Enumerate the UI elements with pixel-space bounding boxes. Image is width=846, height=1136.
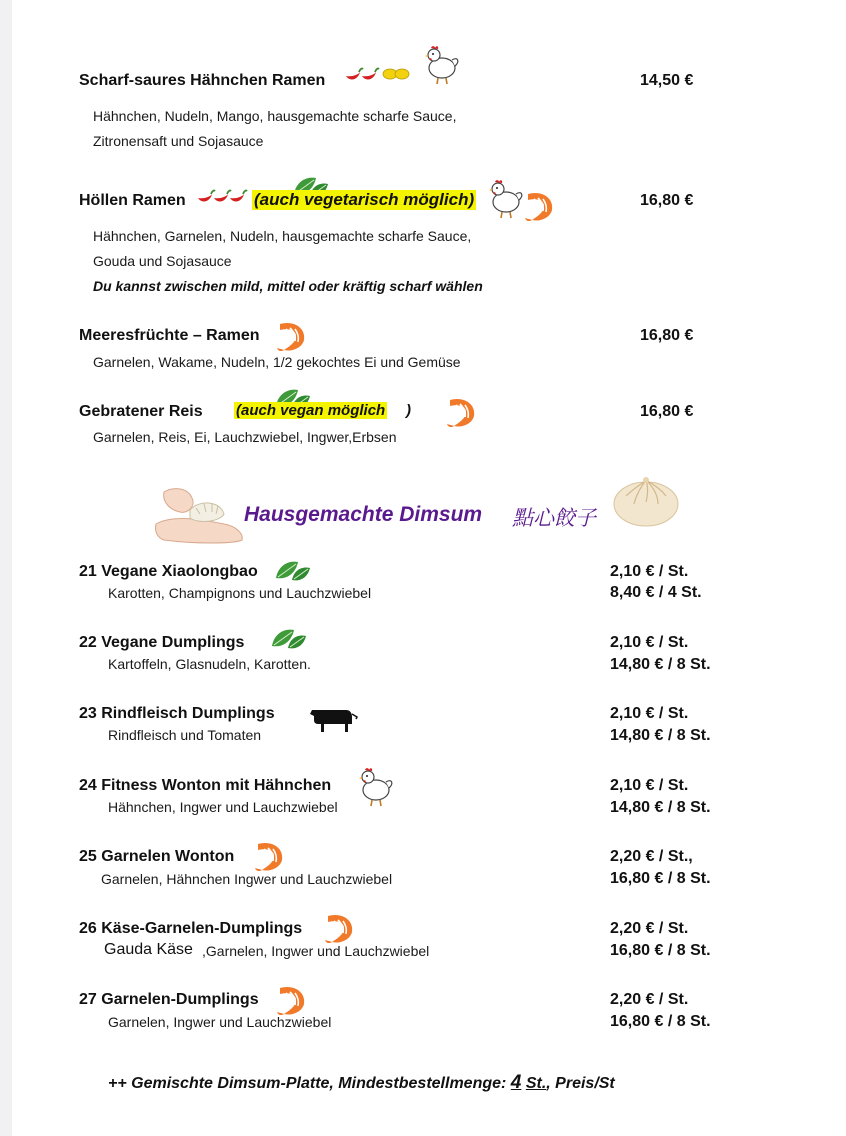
spice-note: Du kannst zwischen mild, mittel oder kräftig scharf wählen xyxy=(93,278,483,294)
platter-note-text: ++ Gemischte Dimsum-Platte, Mindestbestellmenge: xyxy=(108,1075,507,1092)
chili-icon xyxy=(196,186,250,206)
dish-title: Meeresfrüchte – Ramen xyxy=(79,327,260,344)
vegetarian-note: (auch vegetarisch möglich) xyxy=(254,190,475,209)
price-per-piece: 2,10 € / St. xyxy=(610,705,689,722)
chili-icon xyxy=(344,64,420,84)
price-portion: 8,40 € / 4 St. xyxy=(610,584,702,601)
section-title: Hausgemachte Dimsum xyxy=(244,503,483,526)
vegan-note: (auch vegan möglich xyxy=(236,402,386,419)
dish-price: 16,80 € xyxy=(640,327,694,344)
dimsum-title: 25 Garnelen Wonton xyxy=(79,848,235,865)
platter-unit: St. xyxy=(525,1075,547,1092)
dimsum-title: 21 Vegane Xiaolongbao xyxy=(79,563,258,580)
bao-icon xyxy=(612,470,680,528)
dimsum-description: Garnelen, Hähnchen Ingwer und Lauchzwiebel xyxy=(101,871,393,887)
dimsum-description: ,Garnelen, Ingwer und Lauchzwiebel xyxy=(202,943,430,959)
price-per-piece: 2,20 € / St., xyxy=(610,848,693,865)
dish-title: Scharf-saures Hähnchen Ramen xyxy=(79,72,326,89)
chicken-icon xyxy=(424,44,464,88)
platter-min-qty: 4 xyxy=(510,1072,522,1093)
section-title-chinese: 點心餃子 xyxy=(512,506,596,530)
shrimp-icon xyxy=(324,912,356,946)
dimsum-title: 22 Vegane Dumplings xyxy=(79,634,245,651)
price-per-piece: 2,20 € / St. xyxy=(610,991,689,1008)
dish-price: 16,80 € xyxy=(640,403,694,420)
shrimp-icon xyxy=(276,320,308,354)
shrimp-icon xyxy=(524,190,556,224)
vegan-note-close: ) xyxy=(406,402,411,419)
dish-description: Zitronensaft und Sojasauce xyxy=(93,133,264,149)
dish-title: Höllen Ramen xyxy=(79,192,186,209)
dimsum-description: Rindfleisch und Tomaten xyxy=(108,727,262,743)
dimsum-title: 24 Fitness Wonton mit Hähnchen xyxy=(79,777,332,794)
price-per-piece: 2,10 € / St. xyxy=(610,777,689,794)
platter-price-note: , Preis/St xyxy=(546,1075,615,1092)
leaf-icon xyxy=(270,626,310,652)
platter-note xyxy=(108,1072,615,1094)
dimsum-title: 27 Garnelen-Dumplings xyxy=(79,991,259,1008)
price-portion: 16,80 € / 8 St. xyxy=(610,942,711,959)
cow-icon xyxy=(310,704,360,738)
dimsum-description: Kartoffeln, Glasnudeln, Karotten. xyxy=(108,656,311,672)
dish-description: Gouda und Sojasauce xyxy=(93,253,232,269)
dimsum-title: 26 Käse-Garnelen-Dumplings xyxy=(79,920,303,937)
leaf-icon xyxy=(274,558,314,584)
dish-price: 14,50 € xyxy=(640,72,694,89)
dish-description: Garnelen, Wakame, Nudeln, 1/2 gekochtes Ei und Gemüse xyxy=(93,354,461,370)
price-portion: 16,80 € / 8 St. xyxy=(610,870,711,887)
dimsum-description: Hähnchen, Ingwer und Lauchzwiebel xyxy=(108,799,338,815)
price-per-piece: 2,10 € / St. xyxy=(610,563,689,580)
shrimp-icon xyxy=(254,840,286,874)
chicken-icon xyxy=(358,766,398,810)
price-portion: 14,80 € / 8 St. xyxy=(610,727,711,744)
dish-description: Hähnchen, Nudeln, Mango, hausgemachte scharfe Sauce, xyxy=(93,108,457,124)
price-per-piece: 2,20 € / St. xyxy=(610,920,689,937)
hand-dumpling-icon xyxy=(154,484,246,546)
dimsum-title: 23 Rindfleisch Dumplings xyxy=(79,705,275,722)
price-portion: 16,80 € / 8 St. xyxy=(610,1013,711,1030)
shrimp-icon xyxy=(446,396,478,430)
price-portion: 14,80 € / 8 St. xyxy=(610,656,711,673)
dimsum-description: Karotten, Champignons und Lauchzwiebel xyxy=(108,585,372,601)
price-portion: 14,80 € / 8 St. xyxy=(610,799,711,816)
dimsum-description: Garnelen, Ingwer und Lauchzwiebel xyxy=(108,1014,332,1030)
shrimp-icon xyxy=(276,984,308,1018)
dish-description: Garnelen, Reis, Ei, Lauchzwiebel, Ingwer,Erbsen xyxy=(93,429,397,445)
dimsum-description-cheese: Gauda Käse xyxy=(104,941,193,958)
dish-price: 16,80 € xyxy=(640,192,694,209)
menu-page xyxy=(12,0,846,1136)
dish-title: Gebratener Reis xyxy=(79,403,203,420)
dish-description: Hähnchen, Garnelen, Nudeln, hausgemachte scharfe Sauce, xyxy=(93,228,472,244)
price-per-piece: 2,10 € / St. xyxy=(610,634,689,651)
chicken-icon xyxy=(488,178,528,222)
